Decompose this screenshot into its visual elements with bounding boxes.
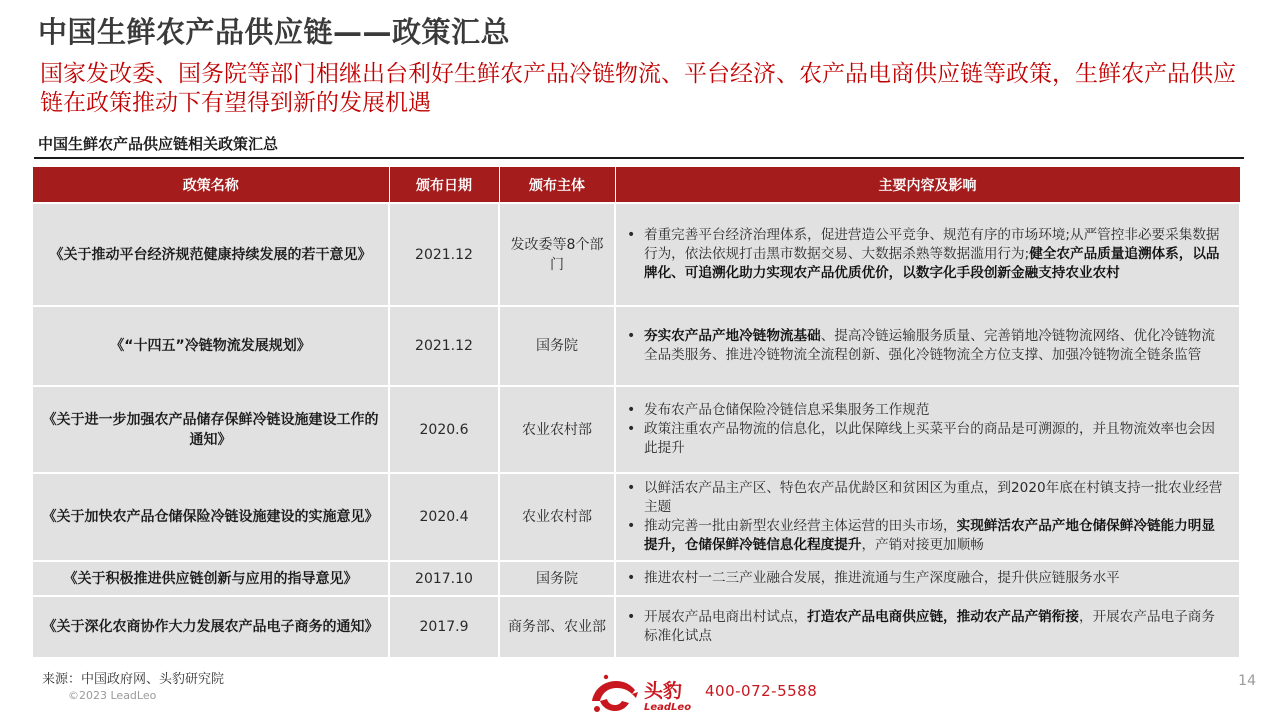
content-bullet bbox=[624, 479, 1223, 517]
bullet-text: 、提高冷链运输服务质量、完善销地冷链物流网络、优化冷链物流全品类服务、推进冷链物流全流程创新、强化冷链物流全方位支撑、加强冷链物流全链条监管 bbox=[644, 328, 1215, 363]
content-bullet-list bbox=[624, 226, 1223, 283]
policy-name-cell: 《“十四五”冷链物流发展规划》 bbox=[33, 306, 389, 386]
policy-name-cell: 《关于推动平台经济规范健康持续发展的若干意见》 bbox=[33, 203, 389, 306]
table-caption: 中国生鲜农产品供应链相关政策汇总 bbox=[38, 135, 279, 153]
policy-issuer-cell: 农业农村部 bbox=[499, 386, 615, 473]
policy-content-cell bbox=[615, 203, 1240, 306]
brand-name-en: LeadLeo bbox=[644, 702, 692, 713]
table-row bbox=[33, 386, 1240, 473]
bullet-text: 着重完善平台经济治理体系，促进营造公平竞争、规范有序的市场环境;从严管控非必要采集数据行为，依法依规打击黑市数据交易、大数据杀熟等数据滥用行为; bbox=[644, 227, 1220, 262]
table-row bbox=[33, 561, 1240, 596]
column-header-issuer: 颁布主体 bbox=[499, 167, 615, 203]
policy-date-cell: 2017.9 bbox=[389, 596, 499, 658]
policy-date-cell: 2021.12 bbox=[389, 203, 499, 306]
content-bullet bbox=[624, 401, 1223, 420]
bullet-text: ，开展农产品电子商务标准化试点 bbox=[644, 609, 1215, 644]
page-title: 中国生鲜农产品供应链——政策汇总 bbox=[38, 15, 511, 49]
policy-issuer-cell: 国务院 bbox=[499, 306, 615, 386]
content-bullet-list bbox=[624, 479, 1223, 555]
column-header-policy-name: 政策名称 bbox=[33, 167, 389, 203]
bullet-text: 推动完善一批由新型农业经营主体运营的田头市场， bbox=[644, 518, 957, 534]
bullet-text: ，产销对接更加顺畅 bbox=[861, 537, 984, 553]
policy-date-cell: 2017.10 bbox=[389, 561, 499, 596]
content-bullet bbox=[624, 569, 1223, 588]
content-bullet bbox=[624, 608, 1223, 646]
highlight-text: 夯实农产品产地冷链物流基础 bbox=[644, 328, 821, 344]
bullet-text: 以鲜活农产品主产区、特色农产品优龄区和贫困区为重点，到2020年底在村镇支持一批农业经营主题 bbox=[644, 480, 1223, 515]
policy-content-cell bbox=[615, 306, 1240, 386]
caption-divider bbox=[34, 157, 1244, 159]
content-bullet-list bbox=[624, 401, 1223, 458]
policy-content-cell bbox=[615, 561, 1240, 596]
policy-date-cell: 2021.12 bbox=[389, 306, 499, 386]
content-bullet bbox=[624, 327, 1223, 365]
policy-content-cell bbox=[615, 596, 1240, 658]
table-row bbox=[33, 473, 1240, 561]
policy-name-cell: 《关于深化农商协作大力发展农产品电子商务的通知》 bbox=[33, 596, 389, 658]
policy-issuer-cell: 农业农村部 bbox=[499, 473, 615, 561]
policy-issuer-cell: 商务部、农业部 bbox=[499, 596, 615, 658]
column-header-date: 颁布日期 bbox=[389, 167, 499, 203]
content-bullet-list bbox=[624, 608, 1223, 646]
page-number: 14 bbox=[1238, 673, 1256, 689]
policy-date-cell: 2020.6 bbox=[389, 386, 499, 473]
content-bullet-list bbox=[624, 569, 1223, 588]
policy-date-cell: 2020.4 bbox=[389, 473, 499, 561]
table-row bbox=[33, 306, 1240, 386]
hotline-number: 400-072-5588 bbox=[705, 682, 818, 700]
policy-issuer-cell: 国务院 bbox=[499, 561, 615, 596]
leopard-logo-icon bbox=[588, 671, 640, 715]
column-header-content: 主要内容及影响 bbox=[615, 167, 1240, 203]
highlight-text: 健全农产品质量追溯体系，以品牌化、可追溯化助力实现农产品优质优价，以数字化手段创新金融支持农业农村 bbox=[644, 246, 1220, 281]
bullet-text: 推进农村一二三产业融合发展，推进流通与生产深度融合，提升供应链服务水平 bbox=[644, 570, 1120, 586]
policy-name-cell: 《关于加快农产品仓储保险冷链设施建设的实施意见》 bbox=[33, 473, 389, 561]
bullet-text: 政策注重农产品物流的信息化，以此保障线上买菜平台的商品是可溯源的，并且物流效率也会因此提升 bbox=[644, 421, 1215, 456]
page-subtitle: 国家发改委、国务院等部门相继出台利好生鲜农产品冷链物流、平台经济、农产品电商供应链等政策，生鲜农产品供应链在政策推动下有望得到新的发展机遇 bbox=[40, 61, 1236, 116]
content-bullet bbox=[624, 420, 1223, 458]
table-row bbox=[33, 596, 1240, 658]
policy-content-cell bbox=[615, 473, 1240, 561]
policy-name-cell: 《关于进一步加强农产品储存保鲜冷链设施建设工作的通知》 bbox=[33, 386, 389, 473]
bullet-text: 开展农产品电商出村试点， bbox=[644, 609, 808, 625]
content-bullet-list bbox=[624, 327, 1223, 365]
content-bullet bbox=[624, 517, 1223, 555]
policy-table bbox=[33, 167, 1241, 659]
brand-name: 头豹 bbox=[644, 680, 683, 702]
content-bullet bbox=[624, 226, 1223, 283]
policy-content-cell bbox=[615, 386, 1240, 473]
table-row bbox=[33, 203, 1240, 306]
highlight-text: 实现鲜活农产品产地仓储保鲜冷链能力明显提升，仓储保鲜冷链信息化程度提升 bbox=[644, 518, 1215, 553]
source-note: 来源：中国政府网、头豹研究院 bbox=[42, 672, 225, 687]
table-header-row bbox=[33, 167, 1240, 203]
bullet-text: 发布农产品仓储保险冷链信息采集服务工作规范 bbox=[644, 402, 930, 418]
policy-issuer-cell: 发改委等8个部门 bbox=[499, 203, 615, 306]
policy-name-cell: 《关于积极推进供应链创新与应用的指导意见》 bbox=[33, 561, 389, 596]
copyright-note: ©2023 LeadLeo bbox=[68, 689, 157, 702]
highlight-text: 打造农产品电商供应链，推动农产品产销衔接 bbox=[807, 609, 1079, 625]
